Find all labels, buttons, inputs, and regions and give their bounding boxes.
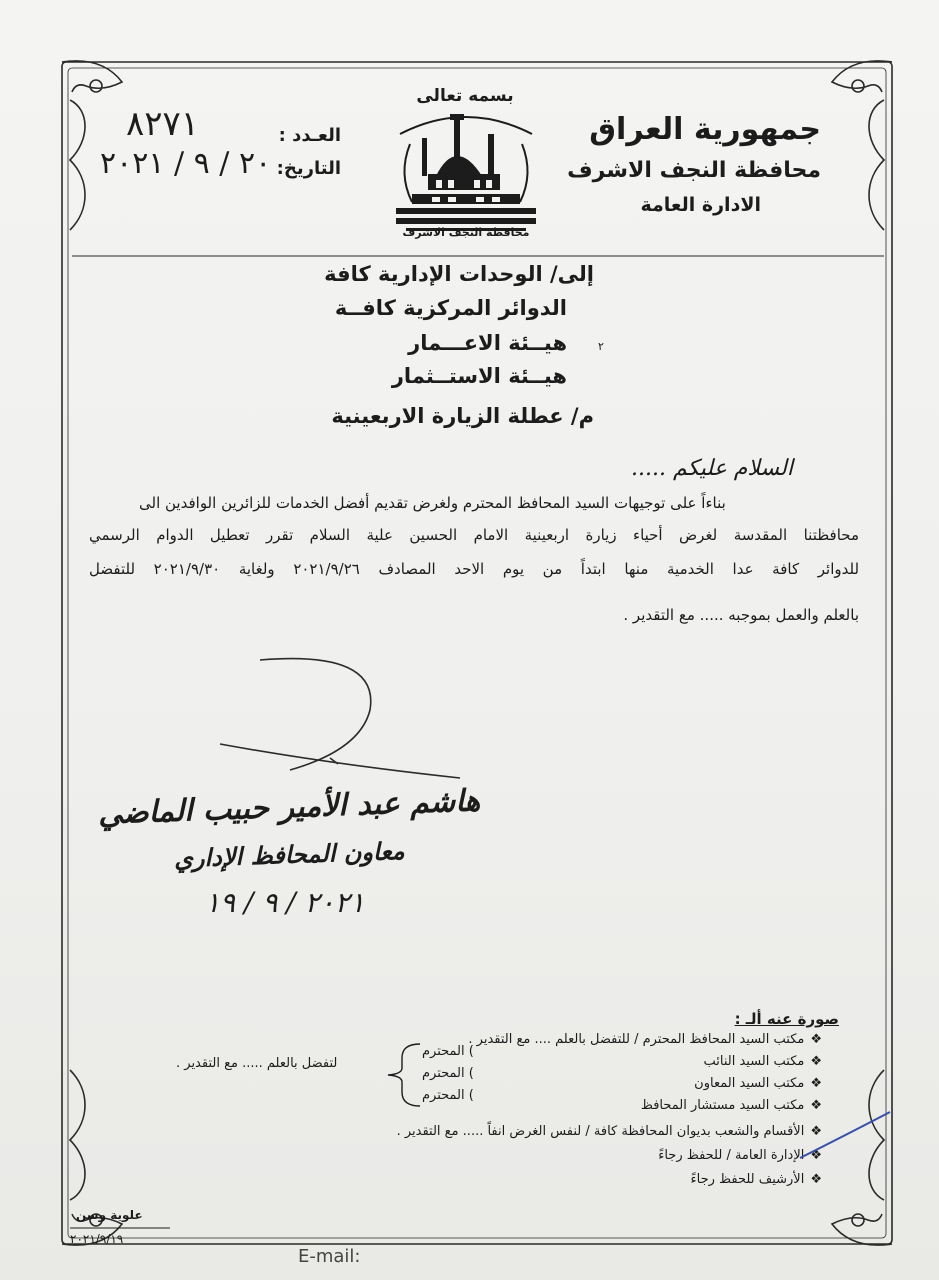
writer-date: ٢٠٢١/٩/١٩ bbox=[70, 1232, 124, 1246]
document-number-label: العـدد : bbox=[278, 125, 341, 146]
diamond-bullet-icon: ❖ bbox=[810, 1076, 822, 1091]
cc-item-1-text: مكتب السيد المحافظ المحترم / للتفضل بالعلم .... مع التقدير . bbox=[468, 1032, 805, 1047]
recipient-line-2: الدوائر المركزية كافــة bbox=[334, 296, 567, 320]
body-line-3: للدوائر كافة عدا الخدمية منها ابتداً من يوم الاحد المصادف ٢٠٢١/٩/٢٦ ولغاية ٢٠٢١/٩/٣٠ للتفضل bbox=[89, 560, 860, 578]
document-number-value: ٨٢٧١ bbox=[126, 104, 200, 144]
diamond-bullet-icon: ❖ bbox=[810, 1098, 822, 1113]
document-date-value: ٢٠ / ٩ / ٢٠٢١ bbox=[100, 146, 272, 181]
subject-line: م/ عطلة الزيارة الاربعينية bbox=[331, 404, 594, 428]
recipient-line-1: إلى/ الوحدات الإدارية كافة bbox=[324, 262, 594, 286]
body-line-1: بناءاً على توجيهات السيد المحافظ المحترم ولغرض تقديم أفضل الخدمات للزائرين الوافدين الى bbox=[139, 494, 726, 512]
writer-name: علوية وسن bbox=[76, 1208, 143, 1222]
diamond-bullet-icon: ❖ bbox=[810, 1148, 822, 1163]
cc-item-3-text: مكتب السيد المعاون bbox=[694, 1076, 805, 1091]
cc-heading: صورة عنه ألـ : bbox=[734, 1010, 839, 1028]
diamond-bullet-icon: ❖ bbox=[810, 1032, 822, 1047]
signature-date: ٢٠٢١ / ٩ / ١٩ bbox=[205, 886, 365, 919]
recipient-mark: ٢ bbox=[598, 340, 604, 353]
cc-item-2-text: مكتب السيد النائب bbox=[703, 1054, 805, 1069]
cc-item-2 bbox=[703, 1054, 822, 1069]
cc-group-brace bbox=[380, 1040, 426, 1110]
body-line-4: بالعلم والعمل بموجبه ..... مع التقدير . bbox=[623, 606, 859, 624]
governorate-title: محافظة النجف الاشرف bbox=[567, 158, 821, 183]
writer-underline bbox=[70, 1226, 170, 1230]
cc-group-note: لتفضل بالعلم ..... مع التقدير . bbox=[176, 1056, 338, 1071]
cc-item-4-text: مكتب السيد مستشار المحافظ bbox=[640, 1098, 805, 1113]
cc-item-1 bbox=[468, 1032, 822, 1047]
cc-item-6-text: الإدارة العامة / للحفظ رجاءً bbox=[658, 1148, 805, 1163]
body-line-2: محافظتنا المقدسة لغرض أحياء زيارة اربعينية الامام الحسين علية السلام تقرر تعطيل الدوام الرسمي bbox=[89, 526, 859, 544]
basmala-text: بسمه تعالى bbox=[416, 86, 514, 106]
cc-item-5 bbox=[397, 1124, 822, 1139]
country-title: جمهورية العراق bbox=[589, 112, 821, 147]
cc-item-3 bbox=[694, 1076, 822, 1091]
recipient-line-3: هيــئة الاعـــمار bbox=[408, 331, 567, 355]
cc-item-7 bbox=[691, 1172, 822, 1187]
greeting-line: السلام عليكم ..... bbox=[631, 456, 793, 481]
shrine-emblem-logo bbox=[392, 104, 540, 246]
email-label: E-mail: bbox=[298, 1246, 361, 1267]
diamond-bullet-icon: ❖ bbox=[810, 1172, 822, 1187]
document-date-label: التاريخ: bbox=[276, 158, 341, 179]
department-title: الادارة العامة bbox=[640, 194, 761, 216]
cc-rank-1: ) المحترم bbox=[422, 1044, 474, 1059]
cc-rank-2: ) المحترم bbox=[422, 1066, 474, 1081]
signatory-name: هاشم عبد الأمير حبيب الماضي bbox=[97, 783, 481, 832]
cc-item-7-text: الأرشيف للحفظ رجاءً bbox=[690, 1172, 805, 1187]
blue-pen-mark bbox=[796, 1108, 896, 1168]
logo-caption: محافظة النجف الاشرف bbox=[402, 226, 530, 239]
diamond-bullet-icon: ❖ bbox=[810, 1054, 822, 1069]
signature-scribble bbox=[180, 640, 480, 800]
cc-item-4 bbox=[641, 1098, 822, 1113]
recipient-line-4: هيــئة الاستــثمار bbox=[391, 364, 567, 388]
diamond-bullet-icon: ❖ bbox=[810, 1124, 822, 1139]
signatory-title: معاون المحافظ الإداري bbox=[173, 835, 406, 874]
cc-rank-3: ) المحترم bbox=[422, 1088, 474, 1103]
cc-item-5-text: الأقسام والشعب بديوان المحافظة كافة / لنفس الغرض انفاً ..... مع التقدير . bbox=[396, 1124, 805, 1139]
